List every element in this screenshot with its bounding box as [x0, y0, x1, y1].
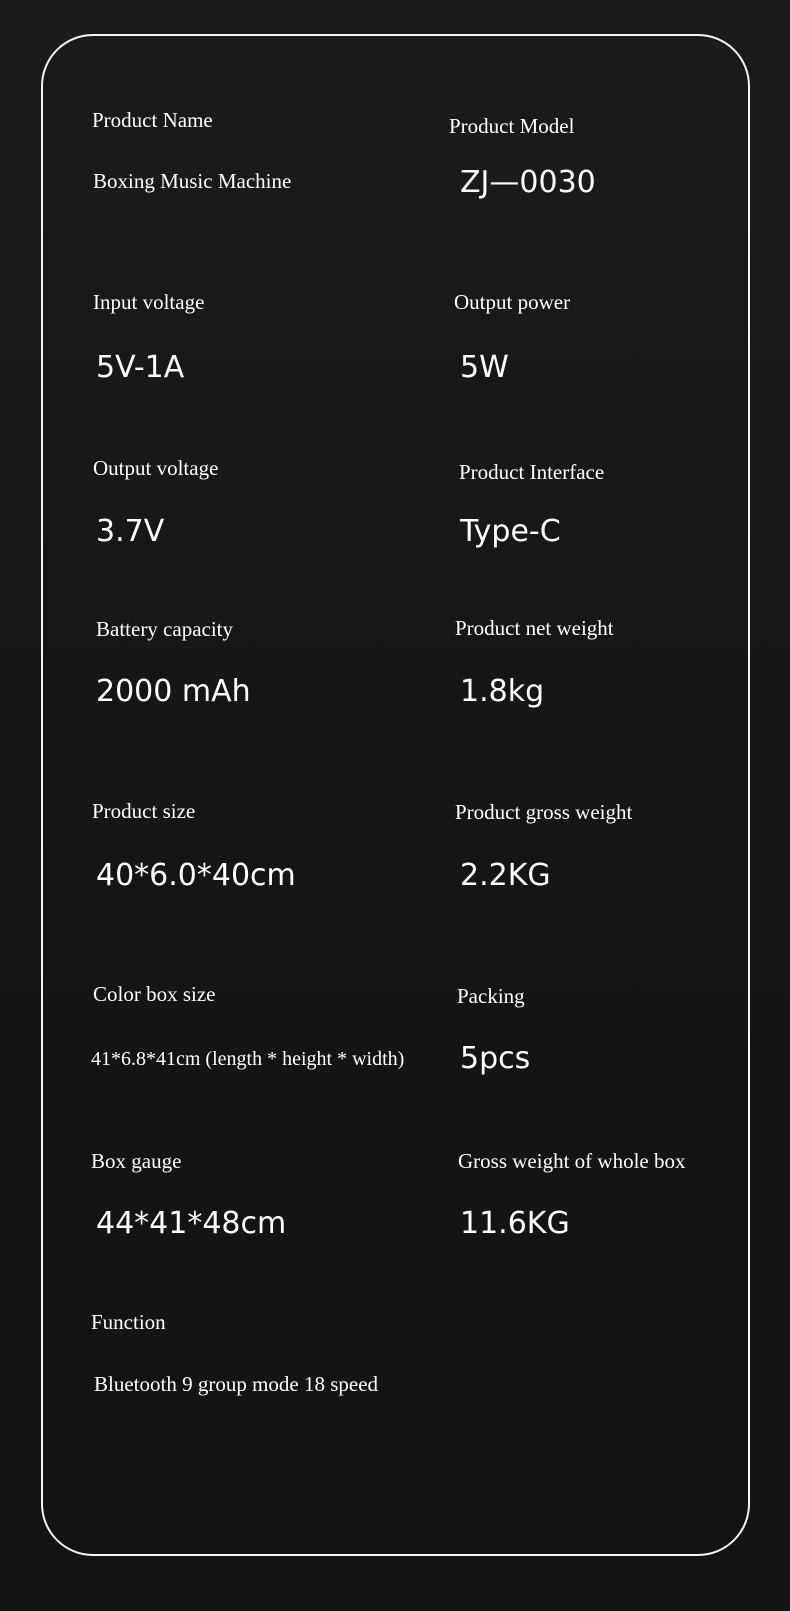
product-interface-value: Type-C: [460, 514, 561, 549]
net-weight-value: 1.8kg: [460, 674, 545, 709]
product-name-value: Boxing Music Machine: [93, 169, 292, 193]
product-size-value: 40*6.0*40cm: [96, 858, 296, 893]
product-name-label: Product Name: [92, 108, 213, 132]
net-weight-label: Product net weight: [455, 616, 614, 640]
output-power-value: 5W: [460, 350, 509, 385]
box-gauge-value: 44*41*48cm: [96, 1206, 287, 1241]
input-voltage-label: Input voltage: [93, 290, 205, 314]
packing-value: 5pcs: [460, 1041, 531, 1076]
gross-weight-label: Product gross weight: [455, 800, 633, 824]
product-interface-label: Product Interface: [459, 460, 605, 484]
product-model-label: Product Model: [449, 114, 575, 138]
function-value: Bluetooth 9 group mode 18 speed: [94, 1372, 379, 1396]
product-model-value: ZJ—0030: [460, 165, 596, 200]
whole-box-weight-value: 11.6KG: [460, 1206, 570, 1241]
function-label: Function: [91, 1310, 166, 1334]
output-voltage-value: 3.7V: [96, 514, 165, 549]
packing-label: Packing: [457, 984, 525, 1008]
battery-capacity-value: 2000 mAh: [96, 674, 251, 709]
output-power-label: Output power: [454, 290, 571, 314]
whole-box-weight-label: Gross weight of whole box: [458, 1149, 686, 1173]
output-voltage-label: Output voltage: [93, 456, 219, 480]
box-gauge-label: Box gauge: [91, 1149, 182, 1173]
product-size-label: Product size: [92, 799, 196, 823]
color-box-size-label: Color box size: [93, 982, 216, 1006]
gross-weight-value: 2.2KG: [460, 858, 551, 893]
battery-capacity-label: Battery capacity: [96, 617, 234, 641]
input-voltage-value: 5V-1A: [96, 350, 185, 385]
color-box-size-value: 41*6.8*41cm (length * height * width): [91, 1048, 405, 1070]
